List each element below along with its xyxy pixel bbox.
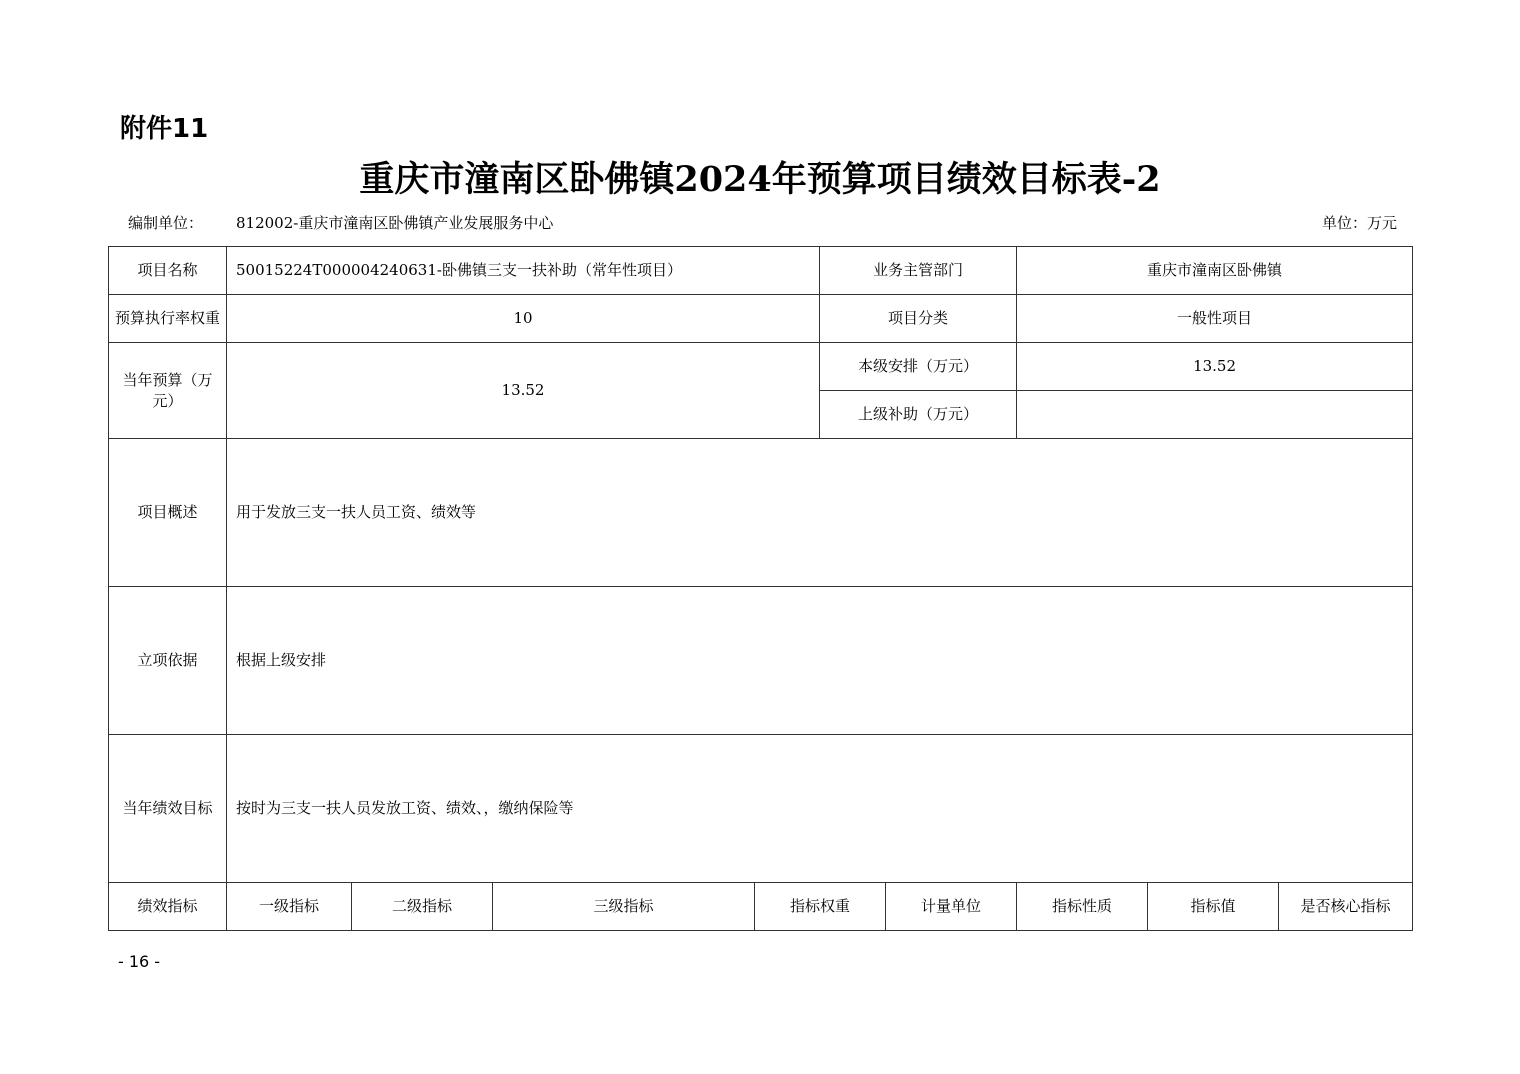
table-row xyxy=(109,295,1413,343)
basis-label: 立项依据 xyxy=(109,587,227,735)
weight-value: 10 xyxy=(227,295,820,343)
indicator-header: 一级指标 xyxy=(227,883,352,931)
money-unit: 单位：万元 xyxy=(1322,214,1398,232)
basis-value: 根据上级安排 xyxy=(227,587,1413,735)
project-name-label: 项目名称 xyxy=(109,247,227,295)
compile-unit-value: 812002-重庆市潼南区卧佛镇产业发展服务中心 xyxy=(236,214,554,232)
budget-label: 当年预算（万元） xyxy=(109,343,227,439)
goal-label: 当年绩效目标 xyxy=(109,735,227,883)
dept-value: 重庆市潼南区卧佛镇 xyxy=(1017,247,1413,295)
goal-value: 按时为三支一扶人员发放工资、绩效、，缴纳保险等 xyxy=(227,735,1413,883)
category-value: 一般性项目 xyxy=(1017,295,1413,343)
overview-value: 用于发放三支一扶人员工资、绩效等 xyxy=(227,439,1413,587)
category-label: 项目分类 xyxy=(820,295,1017,343)
indicator-header: 是否核心指标 xyxy=(1279,883,1413,931)
upper-subsidy-label: 上级补助（万元） xyxy=(820,391,1017,439)
indicator-header: 指标值 xyxy=(1148,883,1279,931)
dept-label: 业务主管部门 xyxy=(820,247,1017,295)
weight-label: 预算执行率权重 xyxy=(109,295,227,343)
local-arrangement-value: 13.52 xyxy=(1017,343,1413,391)
upper-subsidy-value xyxy=(1017,391,1413,439)
table-row xyxy=(109,735,1413,883)
attachment-label: 附件11 xyxy=(120,114,209,144)
table-row xyxy=(109,587,1413,735)
budget-value: 13.52 xyxy=(227,343,820,439)
indicator-header-row xyxy=(109,883,1413,931)
indicator-header: 绩效指标 xyxy=(109,883,227,931)
indicator-header: 指标权重 xyxy=(755,883,886,931)
table-row xyxy=(109,247,1413,295)
indicator-header: 指标性质 xyxy=(1017,883,1148,931)
page-number: - 16 - xyxy=(118,952,161,971)
overview-label: 项目概述 xyxy=(109,439,227,587)
table-row xyxy=(109,439,1413,587)
indicator-header: 计量单位 xyxy=(886,883,1017,931)
document-title: 重庆市潼南区卧佛镇2024年预算项目绩效目标表-2 xyxy=(359,159,1161,200)
table-row xyxy=(109,343,1413,391)
compile-unit-label: 编制单位： xyxy=(128,214,204,232)
performance-target-table xyxy=(108,246,1413,931)
local-arrangement-label: 本级安排（万元） xyxy=(820,343,1017,391)
indicator-header: 三级指标 xyxy=(493,883,755,931)
project-name-value: 50015224T000004240631-卧佛镇三支一扶补助（常年性项目） xyxy=(227,247,820,295)
indicator-header: 二级指标 xyxy=(352,883,493,931)
